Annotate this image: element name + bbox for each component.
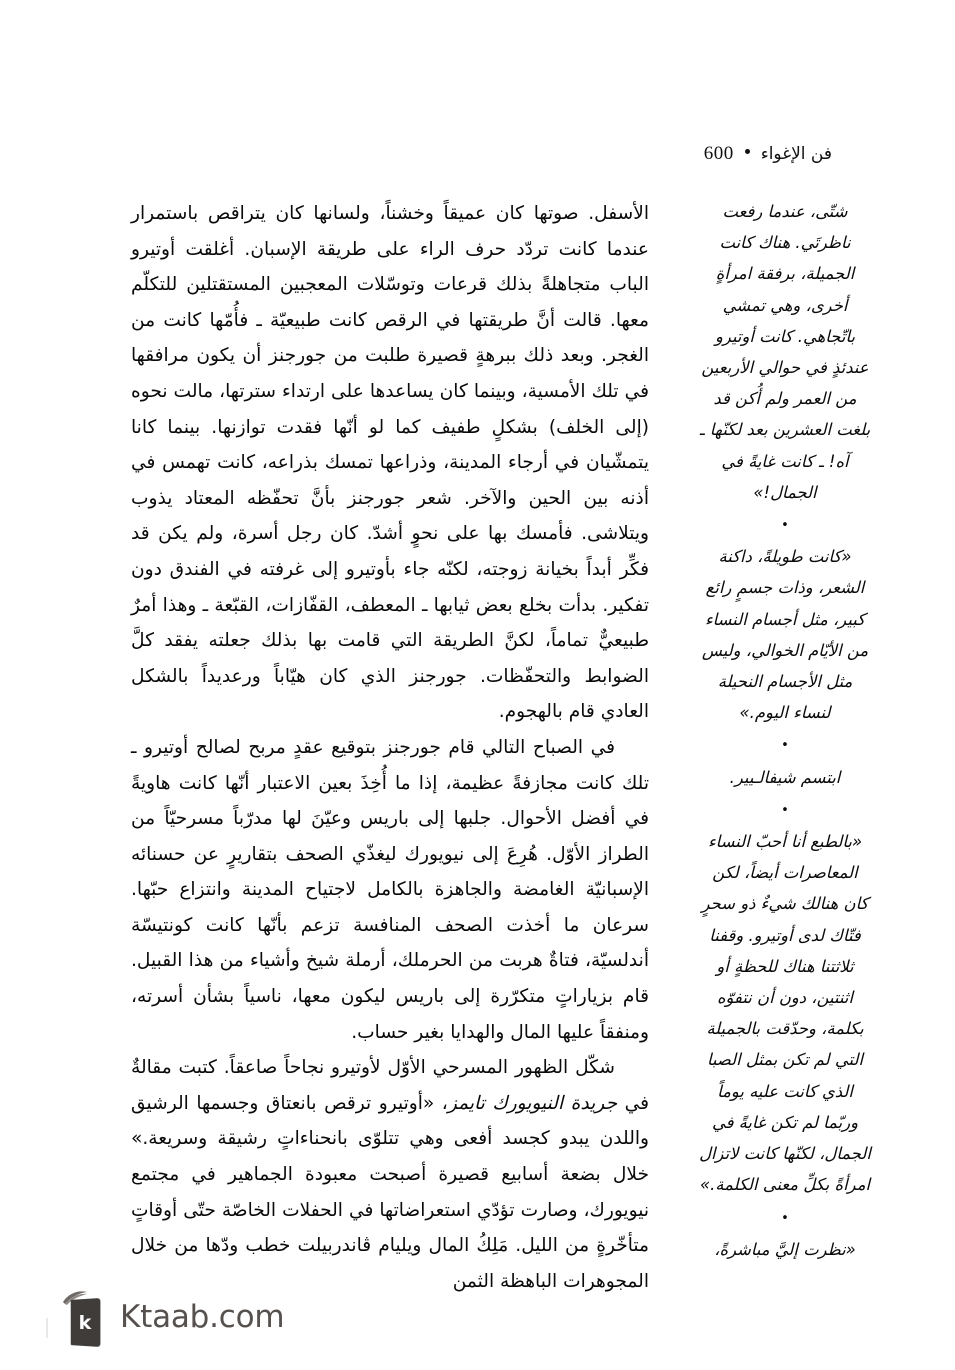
body-paragraph: الأسفل. صوتها كان عميقاً وخشناً، ولسانها كان يتراقص باستمرار عندما كانت تردّد حرف الراء على طريقة الإسبان. أغلقت أوتيرو الباب متجاهلةً بذلك قرعات وتوسّلات المعجبين المستقتلين للتكلّم معها. قالت أنَّ طريقتها في الرقص كانت طبيعيّة ـ فأُمّها كانت من الغجر. وبعد ذلك ببرهةٍ قصيرة طلبت من جورجنز أن يكون مرافقها في تلك الأمسية، وبينما كان يساعدها على ارتداء سترتها، مالت نحوه (إلى الخلف) بشكلٍ طفيف كما لو أنّها فقدت توازنها. بينما كانا يتمشّيان في أرجاء المدينة، وذراعها تمسك بذراعه، كانت تهمس في أذنه بين الحين والآخر. شعر جورجنز بأنَّ تحفّظه المعتاد يذوب ويتلاشى. فأمسك بها على نحوٍ أشدّ. كان رجل أسرة، ولم يكن قد فكِّر أبداً بخيانة زوجته، لكنّه جاء بأوتيرو إلى غرفته في الفندق دون تفكير. بدأت بخلع بعض ثيابها ـ المعطف، القفّازات، القبّعة ـ وهذا أمرٌ طبيعيٌّ تماماً، لكنَّ الطريقة التي قامت بها بذلك جعلته يفقد كلَّ الضوابط والتحفّظات. جورجنز الذي كان هيّاباً ورعديداً بالشكل العادي قام بالهجوم.: [131, 203, 649, 723]
open-book-icon: [62, 1288, 108, 1346]
watermark-letter: k: [78, 1311, 92, 1334]
margin-note-block: ابتسم شيفالـيير.: [729, 767, 841, 787]
margin-note-block: شتّى، عندما رفعت ناظرتَي. هناك كانت الجميلة، برفقة امرأةٍ أخرى، وهي تمشي باتّجاهي. كانت أوتيرو عندئذٍ في حوالي الأربعين من العمر ولم أُكن قد بلغت العشرين بعد لكنّها ـ آه! ـ كانت غايةً في الجمال!»: [699, 202, 871, 502]
margin-note-block: «كانت طويلةً، داكنة الشعر، وذات جسمٍ رائع كبير، مثل أجسام النساء من الأيّام الخوالي، وليس مثل الأجسام النحيلة لنساء اليوم.»: [701, 547, 869, 723]
margin-bullet-separator-icon: [699, 793, 871, 826]
margin-note-block: «نظرت إليَّ مباشرةً،: [714, 1239, 856, 1259]
watermark-site-name: Ktaab.com: [120, 1298, 285, 1335]
scan-edge-mark: [46, 1318, 48, 1338]
page-number: 600: [703, 143, 734, 164]
margin-bullet-separator-icon: [699, 508, 871, 541]
newspaper-title-emphasis: جريدة النيويورك تايمز: [447, 1092, 618, 1114]
margin-note-block: «بالطبع أنا أحبّ النساء المعاصرات أيضاً، لكن كان هنالك شيءٌ ذو سحرٍ فتّاك لدى أوتيرو. وقفنا ثلاثتنا هناك للحظةٍ أو اثنتين، دون أن نتفوّه بكلمة، وحدّقت بالجميلة التي لم تكن بمثل الصبا الذي كانت عليه يوماً وربّما لم تكن غايةً في الجمال، لكنّها كانت لاتزال امرأةً بكلِّ معنى الكلمة.»: [699, 832, 871, 1195]
body-paragraph: في الصباح التالي قام جورجنز بتوقيع عقدٍ مربح لصالح أوتيرو ـ تلك كانت مجازفةً عظيمة، إذا ما أُخِذَ بعين الاعتبار أنّها كانت هاويةً في أفضل الأحوال. جلبها إلى باريس وعيّنَ لها مدرّباً مسرحيّاً من الطراز الأوّل. هُرِعَ إلى نيويورك ليغذّي الصحف بتقاريرٍ عن حسنائه الإسبانيّة الغامضة والجاهزة بالكامل لاجتياح المدينة وانتزاع حبّها. سرعان ما أخذت الصحف المنافسة تزعم بأنّها كانت كونتيسّة أندلسيّة، فتاةٌ هربت من الحرملك، أرملة شيخ وأشياء من هذا القبيل. قام بزياراتٍ متكرّرة إلى باريس ليكون معها، ناسياً بشأن أسرته، ومنفقاً عليها المال والهدايا بغير حساب.: [131, 736, 649, 1043]
main-text-column: [131, 196, 649, 1299]
running-head: [704, 143, 832, 165]
running-head-book-title: فن الإغواء: [760, 144, 832, 164]
margin-bullet-separator-icon: [699, 1201, 871, 1234]
page-body: [0, 196, 955, 1292]
ktaab-watermark: [62, 1288, 284, 1346]
margin-note-column: [699, 196, 871, 1265]
body-paragraph: شكّل الظهور المسرحي الأوّل لأوتيرو نجاحاً صاعقاً. كتبت مقالةٌ في جريدة النيويورك تايمز، «أوتيرو ترقص بانعتاق وجسمها الرشيق واللدن يبدو كجسد أفعى وهي تتلوّى بانحناءاتٍ رشيقة وسريعة.» خلال بضعة أسابيع قصيرة أصبحت معبودة الجماهير في مجتمع نيويورك، وصارت تؤدّي استعراضاتها في الحفلات الخاصّة حتّى أوقاتٍ متأخّرةٍ من الليل. مَلِكُ المال ويليام ڤاندربيلت خطب ودّها من خلال المجوهرات الباهظة الثمن: [131, 1057, 649, 1292]
bullet-separator-icon: [745, 149, 750, 154]
margin-bullet-separator-icon: [699, 728, 871, 761]
